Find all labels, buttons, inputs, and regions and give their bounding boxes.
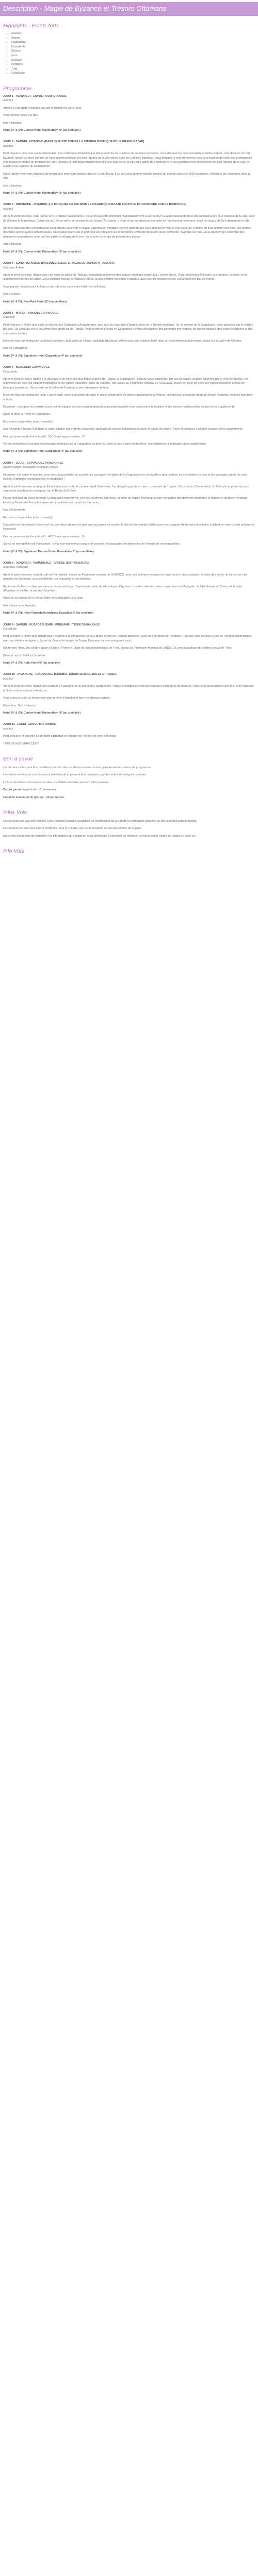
day-paragraph: Après le petit-déjeuner, partez à la découverte de l'une des plus belles régions de Turquie, la Cappadoce ! Laissez-vous surprendre par des paysages lunaires façonnés par le vent et l'érosion, les cheminées de fées, les villages troglodytes et les églises rupestres. Visite de Göreme, site classé au Patrimoine mondial de l'UNESCO, musée en plein air avec ses églises rupestres ornées de fresques byzantines. Découverte de la vallée de Pasabag et des cheminées de fées.: [3, 378, 248, 389]
day-paragraph: Déjeuner dans un restaurant local dans la région, puis visite du village troglodyte d'Uçhisar, célèbre pour son château taillé dans la roche offrant un panorama unique sur la vallée de Göreme.: [3, 339, 243, 343]
page-title-banner: [0, 2, 258, 16]
day-location: Ortahisar: [3, 316, 15, 319]
day-hotel: Hotel (4* & 5*): Hotel Ramada Kemalpasa Kusadasi 5* (au similaire): [3, 612, 94, 615]
day-paragraph: Votre premier dîner est libre.: [3, 114, 39, 117]
day-hotel: Hotel (4* & 5*): Clarion Hotel Mahmutbey (5* (au similaire): [3, 192, 81, 195]
day-hotel: Hotel (4* & 5*): Signature Thermal Hotel Pamukkale 5* (au similaire): [3, 550, 94, 553]
day-paragraph: Nuit folklorique Turque Nuit dans le cadre typique d'une grotte troglodyte, spectacle de danses folkloriques turques et danse du ventre. Dîner et boissons à volonté incluses (avec supplément).: [3, 428, 244, 431]
day-location: Istanbul: [3, 99, 13, 103]
day-paragraph: Petit-déjeuner et transfert à l'aéroport d'Istanbul en fonction de l'horaire de votre vol retour.: [3, 735, 117, 738]
day-location: Ortahisar Ankara: [3, 266, 25, 269]
highlight-item: • Ankara: [11, 36, 255, 41]
day-block: [3, 94, 255, 132]
day-paragraph: Excursions disponibles (avec consulte):: [3, 420, 53, 423]
day-block: [3, 202, 255, 254]
day-hotel: Hotel (4* & 5*): Clarion Hotel Mahmutbey (5* (au similaire): [3, 250, 81, 253]
day-block: [3, 261, 255, 304]
day-paragraph: Déjeuner dans un restaurant local. L'après-midi, visite d'un atelier de tapis et d'une coopérative de poterie traditionnelle à Avanos, célèbre pour son argile rouge du fleuve Kizilirmak, et d'une bijouterie et tapis.: [3, 394, 253, 401]
day-paragraph: Excursions disponibles (avec consulte):: [3, 516, 53, 519]
day-hotel: Hotel (4* & 5*): Clarion Hotel Mahmutbey (5* (au similaire): [3, 128, 81, 132]
day-paragraph: Dîner et dîner à l'hôtel en Cappadoce.: [3, 413, 51, 416]
day-title: JOUR 5 - MARDI - ANKARA CAPPADOCE: [3, 311, 59, 315]
day-location: Kayseri Konya, Hierapolis Ortahisar, Denizli: [3, 466, 58, 469]
info-paragraph: L'ordre des visites peut être modifié en fonction des conditions locales, tout en garantissant le contenu du programme.: [3, 766, 152, 769]
day-title: JOUR 11 - LUNDI - ENVOL D'ISTANBUL: [3, 723, 56, 726]
day-hotel: Hotel (4* & 5*): Kolin Hotel 5* (au similaire): [3, 662, 60, 665]
day-paragraph: Arrivée à l'aéroport d'Istanbul, accueil et transfert à votre hôtel.: [3, 106, 82, 110]
infos-vols-block: [3, 819, 255, 838]
day-paragraph: Petit-déjeuner à l'hôtel puis départ pour Pergame à la découverte du plus grand centre de l'histoire ancienne. Visite de l'Acropole de Pergame, l'une des cités les plus riches de l'époque hellénistique, avec son théâtre vertigineux, l'autel de Zeus et le temple de Trajan. Déjeuner dans un restaurant local.: [3, 635, 252, 642]
day-paragraph: Survol en montgolfière de Pamukkale : Vivez une expérience unique en survolant les paysages exceptionnels de Pamukkale en montgolfière.: [3, 543, 181, 546]
day-block: [3, 561, 255, 616]
day-paragraph: Nuit à Ankara.: [3, 293, 21, 296]
day-title: JOUR 3 - DIMANCHE - ISTANBUL (LA MOSQUÉE DE SOLIMAN LE MAGNIFIQUE BAZAR ÉGYPTIEN ET CROISIÈRE SUR LE BOSPHORE): [3, 203, 186, 207]
day-paragraph: Petit-déjeuner avec une vue fondamentale: pour historique d'Istanbul à la découverte de deux trésors de l'époque byzantine. Vous découvrirez dans la basilique Sainte-Sophie, chef-d'œuvre de l'art byzantin, dotant de titres comme de l'unique monumentale les plus réputés de la ville située dans les Citernes Basilique. Vous tenterez le chef d'immense croix à la majorité de cette ville d'ambiances et la meilleure photos du prochain de l'art d'Istanbul et historiques traditionnels les plus réputés de la ville, de Haghia de Fenerbahçe et les quartiers et les monuments les plus réputés de la ville, de Galata et de la place du Sultanahmet.: [3, 152, 252, 168]
highlight-item: • Konakpi: [11, 58, 255, 63]
day-paragraph: Pause déjeuner en cours de route. Continuation vers Konya, ville des derviches tourneurs, et visite du musée Mevlana, ancien monastère des derviches tourneurs et mausolée du poète mystique Mevlana Celaleddin Rumi, fondateur de la confrérie des derviches tourneurs.: [3, 497, 248, 504]
bon-a-savoir-title: Bon à savoir: [3, 755, 34, 762]
day-paragraph: Après le petit-déjeuner, départ pour une visite du palais de Topkapi, magnifique résidence des sultans ottomans construit au 15ème siècle. Vous découvrirez le Harem, les cuisines, le trésor et les appartements privés du sultan. Vous visiterez ensuite la Mosquée Bleue, la plus célèbre mosquée d'Istanbul, avec ses six minarets et ses 20000 faïences bleues d'Iznik.: [3, 273, 248, 281]
day-block: [3, 722, 255, 746]
highlights-title: Highlights - Points forts: [3, 23, 59, 29]
day-paragraph: Petit-déjeuner à l'hôtel puis visite du Musée des Civilisations Anatoliennes, ainsi que du mausolée d'Atatürk, père de la Turquie moderne. Sur le chemin de la Cappadoce, vous passerez par le célèbre lac salé Tuz Gölü, qui est le deuxième plus grand lac de Turquie. Vous arriverez ensuite en Cappadoce et vous découvrirez des paysages incroyables, de hautes falaises, des vallées sculptées et des cheminées de fées.: [3, 323, 253, 335]
day-location: Ortahisar, Kusadasi: [3, 566, 28, 569]
day-paragraph: Prix par personne (à titre indicatif) : 50€ Durée approximative : 2h: [3, 435, 86, 438]
day-block: [3, 623, 255, 666]
day-paragraph: Nuit à Istanbul.: [3, 121, 22, 125]
highlight-item: • Izmir: [11, 54, 255, 58]
day-paragraph: Visite de la maison de la Vierge Marie et continuation vers Izmir.: [3, 597, 84, 600]
content: [0, 22, 258, 855]
day-hotel: Hotel (4* & 5*): Clarion Hotel Mahmutbey (5* (au similaire): [3, 711, 81, 715]
highlight-item: • Éphèse: [11, 49, 255, 54]
day-title: JOUR 9 - SAMEDI - KUSADASI IZMIR - PERGAME - TROIE CANAKKALE: [3, 623, 100, 626]
flight-info-paragraph: Les horaires de vols vous seront confirmés, pour le vol aller, lors de la réception de vos documents de voyage.: [3, 827, 142, 831]
day-paragraph: En option, à la sortie le premier, vous aurez la possibilité de survoler les paysages féeriques de la Cappadoce en montgolfière pour admirer les cheminées de fées et les paysages irréels de cette région. Expérience exceptionnelle et inoubliable !: [3, 473, 247, 481]
day-paragraph: Vous partirez ensuite pour Ankara et vous dînerez dans votre hôtel. Nuit à Ankara.: [3, 285, 106, 289]
highlight-item: • Canakkale: [11, 71, 255, 76]
day-paragraph: Route vers Éphèse et déjeuner dans un restaurant local. L'après-midi, visite du site antique d'Éphèse, l'une des cités les mieux conservées de l'Antiquité : la bibliothèque de Celsus, le temple d'Hadrien, le théâtre, la rue des Courètes.: [3, 585, 242, 592]
day-block: [3, 672, 255, 715]
infos-vols-title-2: Info Vols: [3, 848, 24, 855]
day-paragraph: Route vers Troie, site célèbre grâce à l'Iliade d'Homère. Visite du site archéologique de Troie, classé au Patrimoine mondial de l'UNESCO, avec la réplique du célèbre cheval de Troie.: [3, 647, 233, 650]
day-title: JOUR 10 - DIMANCHE - CANAKKALE ISTANBUL (QUARTIERS DE BALAT ET FENER): [3, 673, 118, 676]
highlight-item: • Istanbul: [11, 31, 255, 36]
day-paragraph: Dîner et nuit à l'hôtel à Canakkale.: [3, 654, 46, 657]
programme-title: Programme: [3, 85, 31, 92]
day-location: Istanbul: [3, 144, 13, 148]
day-block: [3, 365, 255, 454]
day-paragraph: Après le petit-déjeuner, visite du site de Pamukkale, classé au Patrimoine mondial de l'UNESCO, avec ses célèbres vasques de travertin d'un blanc éclatant, et visite des ruines de l'ancienne cité romaine de Hiérapolis, avec son théâtre, sa nécropole et ses thermes.: [3, 573, 247, 581]
day-hotel: Hotel (4* & 5*): New Park Hotel (5* (au similaire): [3, 300, 67, 303]
day-paragraph: Nuit à Izmir ou à Kusadasi.: [3, 604, 37, 607]
day-title: JOUR 2 - SAMEDI - ISTANBUL (BASILIQUE STE SOPHIE LA CITERNE BASILIQUE ET LE GRAND BAZAR): [3, 140, 144, 144]
infos-vols-title: Infos Vols: [3, 809, 27, 816]
day-title: JOUR 1 - VENDREDI - ENVOL POUR ISTANBUL: [3, 94, 67, 98]
day-title: JOUR 7 - JEUDI - CAPPADOCE PAMUKKALE: [3, 461, 63, 465]
day-paragraph: Nuit en Cappadoce.: [3, 347, 28, 350]
highlights-list: [3, 31, 255, 76]
highlight-item: • Pergame: [11, 62, 255, 67]
info-paragraph: Capacité maximum du groupe : 42 personnes: [3, 795, 64, 799]
day-paragraph: Dans l'après-midi, vous disposez de temps libre pour vous balader dans le Grand Bazar. Il se sera plus grande marché couvert du monde avec ses 4000 boutiques, l'éblouit et les chasseurs dans la ville.: [3, 172, 251, 180]
day-title: JOUR 8 - VENDREDI - PAMUKKALE - EPHESE IZMIR KUSADASI: [3, 561, 89, 565]
day-paragraph: Prix par personne (à titre indicatif) : 40€ Durée approximative : 2h: [3, 535, 86, 538]
highlight-item: • Troie: [11, 67, 255, 72]
day-paragraph: Nuit à Istanbul.: [3, 243, 22, 246]
day-location: Canakkale: [3, 628, 17, 631]
bon-a-savoir-block: [3, 766, 255, 800]
day-title: JOUR 4 - LUNDI: ISTANBUL (MOSQUÉE BLEUE & PALAIS DE TOPKAPI) - ANKARA: [3, 262, 115, 265]
day-paragraph: Vous aurez ensuite du temps libre pour profiter d'Istanbul et faire vos derniers achats.: [3, 697, 111, 700]
highlight-item: • Pamukkale: [11, 45, 255, 49]
highlight-item: • Cappadoce: [11, 40, 255, 45]
day-paragraph: **FIN DE NOS SERVICES**: [3, 742, 39, 745]
day-hotel: Hotel (4* & 5*): Signature Hotel Cappadoce 4* (au similaire): [3, 354, 83, 358]
info-paragraph: Les hôtels mentionnés sont donnés à titre indicatif et peuvent être remplacés par des hôtels de catégorie similaire.: [3, 773, 147, 777]
info-paragraph: Départ garanti à partir de : 2 personnes: [3, 788, 56, 792]
day-paragraph: En option : vous pourrez assister à une soirée typique dans un cadre troglodytique pendant laquelle vous découvrirez la tradition et les danses traditionnelles locales (avec supplément).: [3, 405, 235, 409]
day-paragraph: Nuit à Istanbul.: [3, 184, 22, 188]
programme-days: [3, 94, 255, 746]
day-paragraph: Dîner libre. Nuit à Istanbul.: [3, 704, 37, 707]
day-location: Istanbul: [3, 677, 13, 681]
day-location: Pamukkale: [3, 370, 18, 374]
day-paragraph: Nuit à Pamukkale.: [3, 509, 26, 512]
day-block: [3, 461, 255, 554]
day-location: Istanbul: [3, 207, 13, 211]
day-location: Istanbul: [3, 727, 13, 731]
day-paragraph: Après le petit-déjeuner, route pour Pamukkale pour visiter le caravansérail Sultanhani, l'un des plus grands et mieux conservés de Turquie. Construit au 13ème siècle, il offrait abri et protection aux caravanes marchandes voyageant sur la Route de la Soie.: [3, 485, 249, 493]
day-paragraph: Après le déjeuner libre en restaurant local, dirigez-vous vers le Bazar Égyptien, un véritable marché parfumé qui vous séduira en mille et une couleurs. Profitez-en pour acheter des thés, des herbes, des fruits secs et autres délices locaux. Vous rallierez ensuite le port pour une croisière sur le Bosphore, avant de découvrir deux continents : l'Europe et l'Asie. Vous apercevrez l'ensemble des demeures somptueuses ainsi que les palais et villages de la rive. Vous aurez le temps de prendre des photos.: [3, 227, 252, 239]
page-title: Description - Magie de Byzance et Trésors Ottomans: [3, 5, 167, 12]
flight-info-paragraph: Les horaires des vols sont donnés à titre indicatif et sont susceptibles de modification de la part de la compagnie aérienne ou des autorités aéroportuaires.: [3, 819, 197, 823]
day-hotel: Hotel (4* & 5*): Signature Hotel Cappadoce 4* (au similaire): [3, 450, 83, 453]
day-paragraph: Après le petit-déjeuner, départ pour Istanbul en passant par le détroit des Dardanelles. Arrivée à Istanbul et visite des quartiers historiques de Balat et Fener, avec leurs ruelles colorées, leurs maisons en bois et leurs églises orthodoxes.: [3, 685, 253, 692]
day-block: [3, 140, 255, 195]
day-block: [3, 311, 255, 358]
day-paragraph: Après le petit-déjeuner, vous partez vers le quartier Suleymaniye, où se trouve cette dominant majestueusement la Corne d'Or, à la découverte de l'une des mosquées les plus réputées de la ville, celle de Soliman le Magnifique. Construite au 16ème siècle et considérée par Sinan l'Architecte, il s'agit d'une somptueuse exemple de l'architecture ottomane, étant les joyaux de l'art ottoman de la ville.: [3, 215, 255, 223]
day-title: JOUR 6 - MERCREDI CAPPADOCE: [3, 366, 50, 369]
info-paragraph: La liste des hôtels n'est pas exhaustive, des hôtels similaires peuvent être proposés.: [3, 781, 109, 784]
day-paragraph: Vol en montgolfière Survolez les paysages féeriques de la Cappadoce au lever du soleil à bord d'une montgolfière, une expérience inoubliable (avec supplément).: [3, 443, 207, 446]
flight-info-paragraph: Nous vous proposons de compléter les informations du voyage en vous présentant à l'aéroport au minimum 3 heures avant l'heure de départ de votre vol.: [3, 834, 197, 838]
day-paragraph: Cascades de Pamukkale Découvrez l'un des sites naturels les plus spectaculaires au monde, le site de Pamukkale célèbre pour ses vasques de travertin d'un blanc éclatant, et visite du site antique de Hiérapolis.: [3, 523, 254, 531]
